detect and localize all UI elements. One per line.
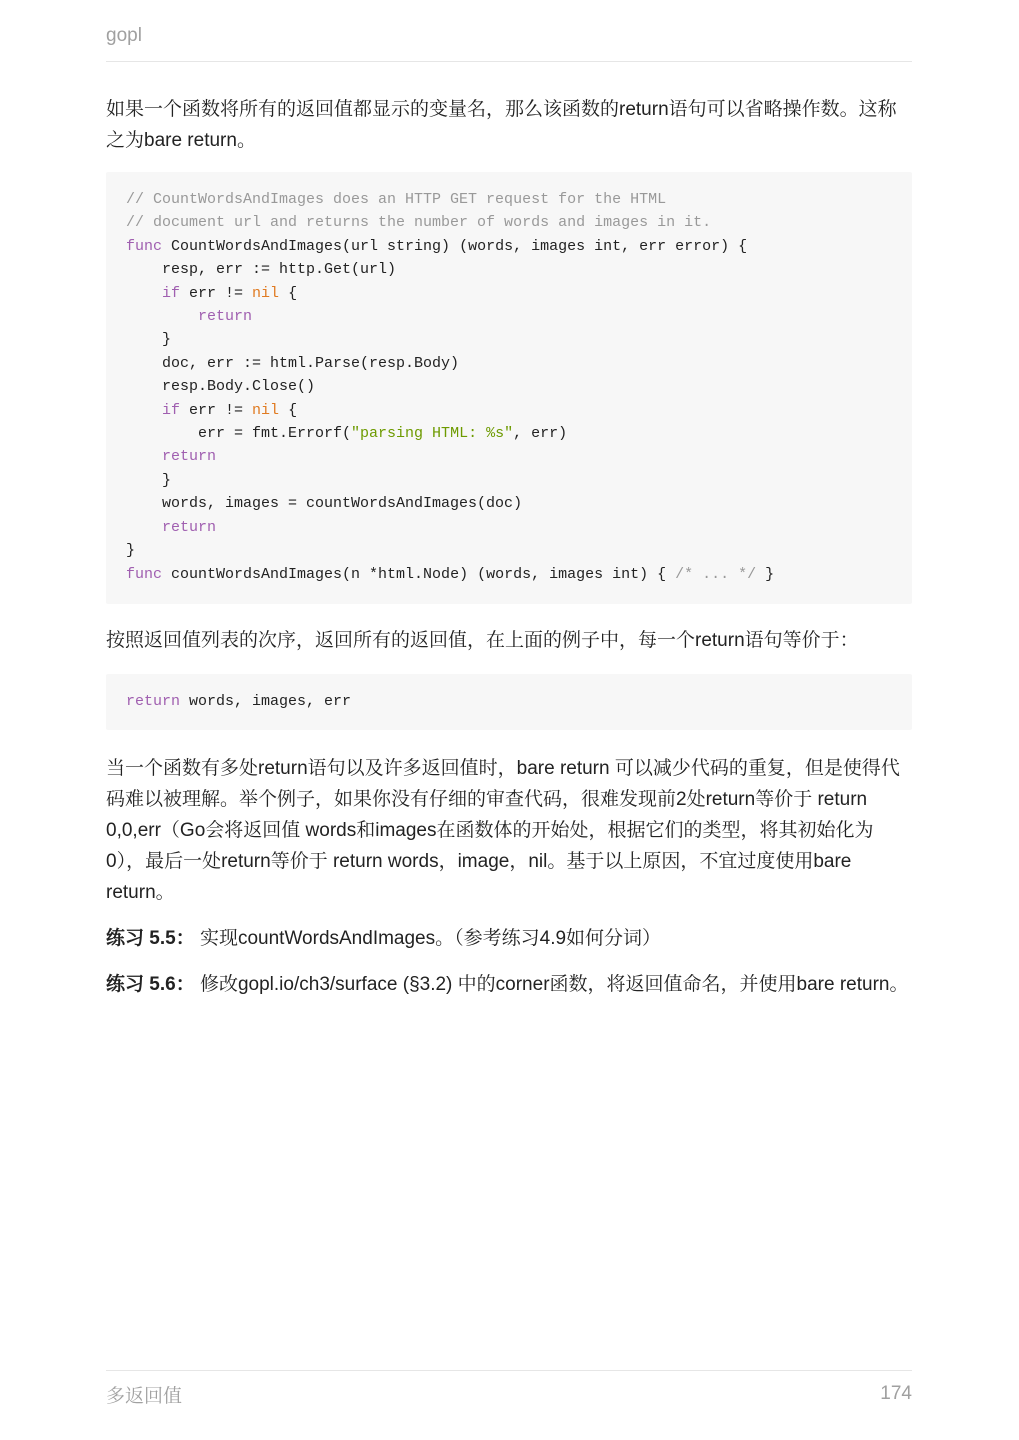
code-token: {	[279, 401, 298, 419]
code-token: doc, err := html.Parse(resp.Body)	[126, 354, 460, 372]
code-token: nil	[252, 401, 280, 419]
exercise-5-6	[106, 969, 912, 1000]
paragraph-bare-return-intro: 如果一个函数将所有的返回值都显示的变量名，那么该函数的return语句可以省略操作数。这称之为bare return。	[106, 99, 897, 151]
code-token	[126, 519, 162, 536]
code-token: }	[126, 331, 172, 349]
code-token: func	[126, 565, 163, 583]
header-title: gopl	[106, 25, 142, 46]
code-token: resp.Body.Close()	[126, 378, 316, 396]
code-token: /* ... */	[675, 565, 757, 583]
code-token	[126, 448, 162, 465]
code-token: if	[162, 284, 181, 302]
paragraph-return-order: 按照返回值列表的次序，返回所有的返回值，在上面的例子中，每一个return语句等价于：	[106, 630, 859, 651]
code-token	[126, 285, 162, 302]
code-token: if	[162, 401, 181, 419]
code-token: err = fmt.Errorf(	[126, 425, 352, 443]
paragraph-bare-return-caution: 当一个函数有多处return语句以及许多返回值时，bare return 可以减少代码的重复，但是使得代码难以被理解。举个例子，如果你没有仔细的审查代码，很难发现前2处return等价于 return 0,0,err（Go会将返回值 words和images在函数体的开始处，根据它们的类型，将其初始化为0），最后一处return等价于 return words，image，nil。基于以上原因，不宜过度使用bare return。	[106, 758, 900, 903]
code-token: }	[756, 565, 775, 583]
code-token: return	[162, 448, 217, 466]
code-content	[126, 188, 892, 586]
footer-section-title: 多返回值	[106, 1386, 183, 1407]
code-token: func	[126, 237, 163, 255]
code-token: {	[279, 284, 298, 302]
exercise-text: 修改gopl.io/ch3/surface (§3.2) 中的corner函数，将返回值命名，并使用bare return。	[194, 974, 909, 995]
page-header	[106, 24, 912, 62]
exercise-5-5	[106, 923, 912, 954]
page-footer	[106, 1370, 912, 1411]
code-block-count-words	[106, 172, 912, 604]
exercise-label: 练习 5.5：	[106, 928, 195, 949]
footer-page-number: 174	[880, 1383, 912, 1404]
code-token: err !=	[180, 401, 253, 419]
exercise-text: 实现countWordsAndImages。（参考练习4.9如何分词）	[194, 928, 662, 949]
code-token: words, images = countWordsAndImages(doc)	[126, 495, 523, 513]
code-token: words, images, err	[180, 693, 352, 710]
code-token: err !=	[180, 284, 253, 302]
code-token: // document url and returns the number of words and images in it.	[126, 214, 712, 232]
code-token: nil	[252, 284, 280, 302]
exercise-label: 练习 5.6：	[106, 974, 195, 995]
code-token: , err)	[513, 425, 568, 443]
code-token: CountWordsAndImages(url string) (words, images int, err error) {	[162, 237, 748, 255]
code-content	[126, 690, 892, 713]
code-token: }	[126, 542, 136, 560]
code-token: return	[162, 518, 217, 536]
code-token: }	[126, 471, 172, 489]
code-token: resp, err := http.Get(url)	[126, 261, 397, 279]
code-token	[126, 308, 198, 325]
code-token	[126, 402, 162, 419]
code-token: countWordsAndImages(n *html.Node) (words, images int) {	[162, 565, 676, 583]
code-token: return	[198, 308, 253, 326]
code-block-return-equivalent	[106, 674, 912, 730]
code-token: // CountWordsAndImages does an HTTP GET request for the HTML	[126, 191, 667, 208]
code-token: return	[126, 693, 181, 710]
code-token: "parsing HTML: %s"	[351, 425, 514, 443]
